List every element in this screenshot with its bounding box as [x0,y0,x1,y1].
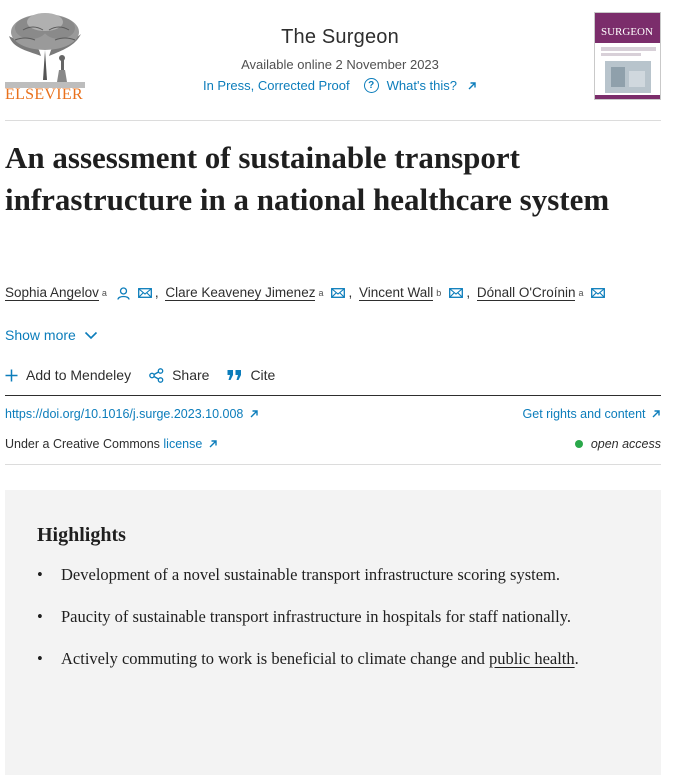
author-name: Sophia Angelov [5,285,99,300]
highlights-list [37,562,637,688]
whats-this-label: What's this? [386,78,458,93]
external-link-icon [467,81,477,91]
highlights-heading: Highlights [37,524,126,546]
cover-title: SURGEON [601,26,653,38]
list-item [37,646,637,672]
share-label: Share [172,367,210,383]
doi-row [5,407,661,421]
header-divider [5,120,661,121]
external-link-icon [651,409,661,419]
open-access-dot-icon [575,440,583,448]
article-header [0,0,687,120]
external-link-icon [249,409,259,419]
get-rights-link[interactable] [523,407,661,421]
status-text: In Press, Corrected Proof [202,78,350,93]
cite-button[interactable] [227,367,275,383]
rights-text: Get rights and content [522,407,646,421]
share-icon [149,368,164,383]
external-link-icon [208,439,218,449]
author-link[interactable] [5,285,152,301]
journal-cover-image[interactable] [594,12,661,100]
author-name: Clare Keaveney Jimenez [165,285,316,300]
article-tools [5,367,275,383]
author-link[interactable] [359,285,463,301]
journal-info [170,26,510,93]
share-button[interactable] [149,367,209,383]
license-row [5,437,661,451]
highlight-text: Actively commuting to work is beneficial to climate change and [61,649,489,668]
affiliation-marker: b [436,288,442,298]
mail-icon [331,288,345,298]
show-more-button[interactable] [5,327,98,343]
highlight-text-end: . [574,649,579,668]
mail-icon [138,288,152,298]
author-name: Dónall O'Croínin [476,285,576,300]
journal-title-link[interactable]: The Surgeon [281,26,399,48]
tools-divider [5,395,661,396]
affiliation-marker: a [578,288,584,298]
open-access-badge [575,437,661,451]
affiliation-marker: a [318,288,324,298]
cite-label: Cite [250,367,276,383]
author-link[interactable] [477,285,606,301]
author-name: Vincent Wall [359,285,434,300]
chevron-down-icon [84,331,98,340]
doi-text: https://doi.org/10.1016/j.surge.2023.10.008 [5,407,244,421]
author-link[interactable] [165,285,345,301]
bullet: • [37,607,43,626]
bullet: • [37,649,43,668]
topic-link[interactable]: public health [488,649,575,668]
question-icon: ? [364,78,379,93]
open-access-label: open access [590,437,661,451]
quote-icon [227,369,242,381]
mail-icon [591,288,605,298]
bullet: • [37,565,43,584]
publication-status-row [170,78,510,93]
license-divider [5,464,661,465]
license-link[interactable] [163,437,217,451]
availability-date: Available online 2 November 2023 [241,57,439,72]
highlights-section [5,490,661,775]
mendeley-label: Add to Mendeley [26,367,132,383]
highlight-text: Paucity of sustainable transport infrastructure in hospitals for staff nationally. [61,607,572,626]
license-prefix: Under a Creative Commons [5,437,164,451]
plus-icon [5,369,18,382]
article-title: An assessment of sustainable transport infrastructure in a national healthcare system [5,140,610,217]
mail-icon [449,288,463,298]
person-icon [117,287,130,300]
author-list: Sophia Angelov a , Clare Keaveney Jimenez a , Vincent Wall b , Dónall O'Croínin a [5,285,665,301]
publisher-name: ELSEVIER [5,86,83,103]
list-item [37,562,637,588]
affiliation-marker: a [101,288,107,298]
doi-link[interactable] [5,407,259,421]
license-link-text: license [163,437,203,451]
show-more-label: Show more [5,327,76,343]
highlight-text: Development of a novel sustainable transport infrastructure scoring system. [61,565,560,584]
whats-this-link[interactable] [364,78,477,93]
list-item [37,604,637,630]
add-to-mendeley-button[interactable] [5,367,131,383]
